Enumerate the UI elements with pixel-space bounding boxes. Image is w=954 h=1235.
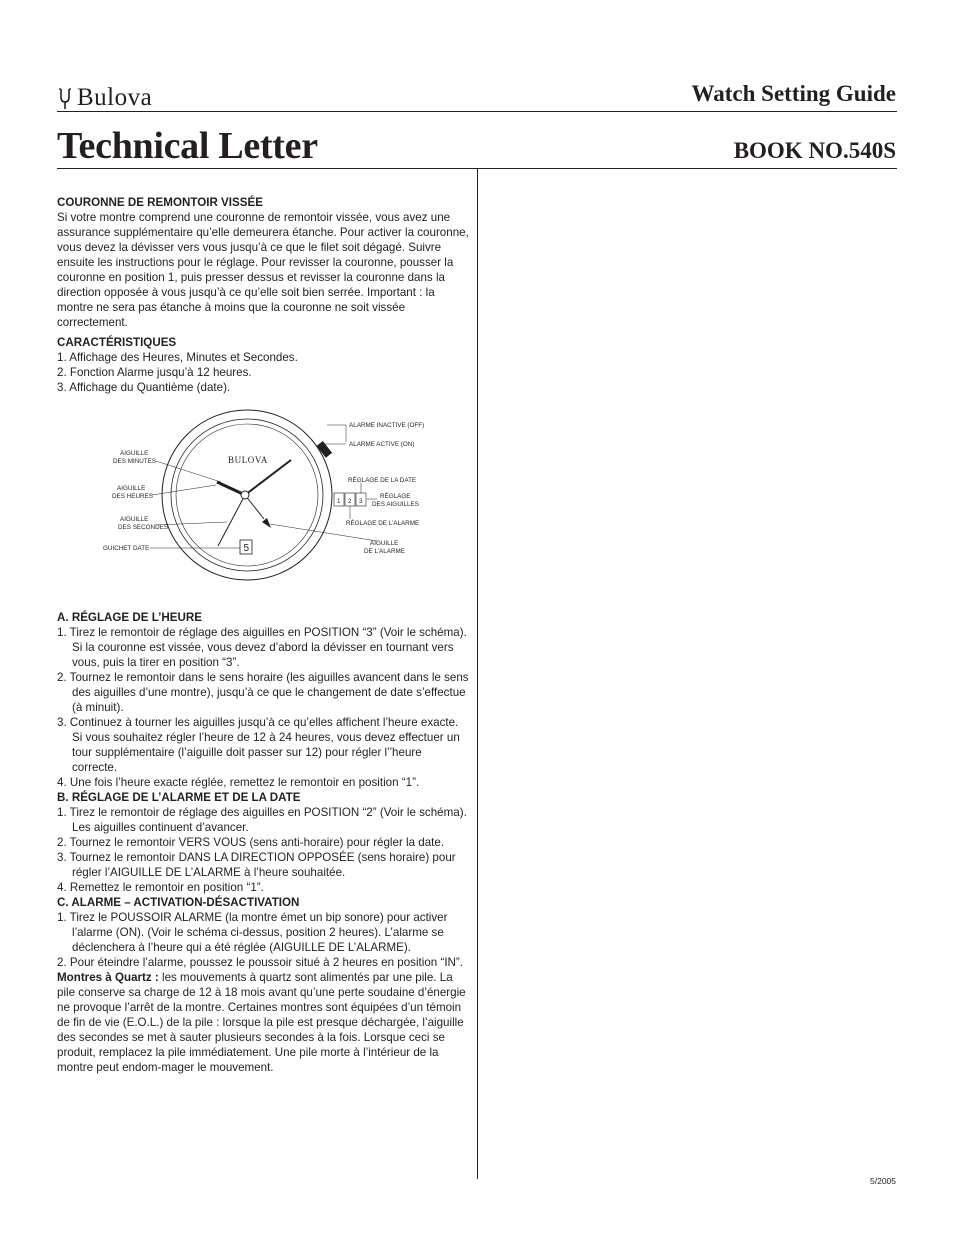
diagram-label-hour-hand-2: DES HEURES — [112, 493, 153, 500]
header-rule — [57, 111, 897, 112]
guide-title: Watch Setting Guide — [691, 81, 896, 106]
list-item: 1. Affichage des Heures, Minutes et Secondes. — [57, 351, 298, 364]
list-item: 1. Tirez le remontoir de réglage des aiguilles en POSITION “2” (Voir le schéma). Les aiguilles continuent d’avancer. — [57, 806, 467, 834]
intro-block — [57, 195, 469, 395]
diagram-label-minute-hand-1: AIGUILLE — [120, 450, 149, 457]
page-title: Technical Letter — [57, 125, 318, 167]
section-a-heading: A. RÉGLAGE DE L’HEURE — [57, 611, 202, 624]
list-item: 3. Continuez à tourner les aiguilles jusqu’à ce qu’elles affichent l’heure exacte. Si vous souhaitez régler l’heure de 12 à 24 heures, vous devez effectuer un tour supplémentaire (l’aiguille doit passer sur 12) pour régler l’’heure correcte. — [57, 716, 460, 774]
watch-diagram — [57, 404, 477, 600]
quartz-paragraph — [57, 970, 469, 1075]
revision-date: 5/2005 — [870, 1176, 896, 1186]
diagram-label-date-window: GUICHET DATE — [103, 545, 150, 552]
brand-name: Bulova — [77, 84, 153, 111]
section-b-list — [57, 805, 469, 895]
bulova-logo — [57, 80, 152, 110]
list-item: 1. Tirez le POUSSOIR ALARME (la montre émet un bip sonore) pour activer l’alarme (ON). (Voir le schéma ci-dessus, position 2 heures). L’alarme se déclenchera à l’heure qui a été réglée (AIGUILLE DE L’ALARME). — [57, 911, 448, 954]
quartz-body: les mouvements à quartz sont alimentés par une pile. La pile conserve sa charge de 12 à 18 mois avant qu’une perte soudaine d’énergie ne provoque l’arrêt de la montre. Certaines montres sont équipées d’un témoin de fin de vie (E.O.L.) de la pile : lorsque la pile est presque déchargée, l’aiguille des secondes se met à sauter plusieurs secondes à la fois. Lorsque ceci se produit, remplacez la pile immédiatement. Une pile morte à l’intérieur de la montre peut endom-mager le mouvement. — [57, 971, 466, 1074]
list-item: 1. Tirez le remontoir de réglage des aiguilles en POSITION “3” (Voir le schéma). Si la couronne est vissée, vous devez d’abord la dévisser en tournant vers vous, puis la tirer en position “3”. — [57, 626, 467, 669]
diagram-label-alarm-hand-1: AIGUILLE — [370, 540, 399, 547]
list-item: 2. Pour éteindre l’alarme, poussez le poussoir situé à 2 heures en position “IN”. — [57, 956, 463, 969]
diagram-label-hands-setting-2: DES AIGUILLES — [372, 501, 419, 508]
section-b-heading: B. RÉGLAGE DE L’ALARME ET DE LA DATE — [57, 791, 301, 804]
diagram-label-date-setting: RÉGLAGE DE LA DATE — [348, 477, 417, 484]
crown-body: Si votre montre comprend une couronne de remontoir vissée, vous avez une assurance supplémentaire qu’elle demeurera étanche. Pour activer la couronne, vous devez la dévisser vers vous jusqu’à ce que le filet soit dégagé. Suivre ensuite les instructions pour le réglage. Pour revisser la couronne, pousser la couronne en position 1, puis presser dessus et revisser la couronne dans la direction opposée à vous jusqu’à ce qu’elle soit bien serrée. Important : la montre ne sera pas étanche à moins que la couronne ne soit vissée correctement. — [57, 211, 469, 329]
date-value: 5 — [243, 543, 250, 554]
date-window — [240, 540, 252, 554]
dial-brand: BULOVA — [228, 455, 268, 465]
bulova-tuning-fork-icon — [57, 88, 73, 110]
diagram-label-hands-setting-1: RÉGLAGE — [380, 493, 411, 500]
diagram-label-alarm-off: ALARME INACTIVE (OFF) — [349, 422, 425, 429]
features-list — [57, 350, 469, 395]
diagram-label-alarm-hand-2: DE L’ALARME — [364, 548, 405, 555]
features-heading: CARACTÉRISTIQUES — [57, 336, 177, 349]
diagram-label-second-hand-2: DES SECONDES — [118, 524, 169, 531]
list-item: 2. Tournez le remontoir VERS VOUS (sens anti-horaire) pour régler la date. — [57, 836, 445, 849]
quartz-lead: Montres à Quartz : — [57, 971, 159, 984]
section-c-list — [57, 910, 469, 970]
diagram-label-hour-hand-1: AIGUILLE — [117, 485, 146, 492]
diagram-label-alarm-setting: RÉGLAGE DE L’ALARME — [346, 520, 420, 527]
column-divider — [477, 169, 478, 1179]
diagram-label-alarm-on: ALARME ACTIVE (ON) — [349, 441, 415, 448]
crown-positions — [334, 493, 366, 506]
list-item: 2. Fonction Alarme jusqu’à 12 heures. — [57, 366, 252, 379]
section-a-list — [57, 625, 469, 790]
list-item: 3. Affichage du Quantième (date). — [57, 381, 231, 394]
position-1: 1 — [337, 498, 341, 505]
crown-heading: COURONNE DE REMONTOIR VISSÉE — [57, 196, 263, 209]
diagram-labels — [103, 422, 424, 555]
position-3: 3 — [359, 498, 363, 505]
instructions-block — [57, 610, 469, 1075]
position-2: 2 — [348, 498, 352, 505]
diagram-label-second-hand-1: AIGUILLE — [120, 516, 149, 523]
book-number: BOOK NO.540S — [733, 138, 896, 163]
list-item: 2. Tournez le remontoir dans le sens horaire (les aiguilles avancent dans le sens des aiguilles d’une montre), jusqu’à ce que le changement de date s’effectue (à minuit). — [57, 671, 469, 714]
watch-hands — [217, 460, 291, 546]
list-item: 4. Remettez le remontoir en position “1”. — [57, 881, 264, 894]
leader-lines — [150, 425, 377, 548]
diagram-label-minute-hand-2: DES MINUTES — [113, 458, 157, 465]
list-item: 4. Une fois l’heure exacte réglée, remettez le remontoir en position “1”. — [57, 776, 420, 789]
list-item: 3. Tournez le remontoir DANS LA DIRECTION OPPOSÉE (sens horaire) pour régler l’AIGUILLE DE L’ALARME à l’heure souhaitée. — [57, 851, 456, 879]
section-c-heading: C. ALARME – ACTIVATION-DÉSACTIVATION — [57, 896, 300, 909]
